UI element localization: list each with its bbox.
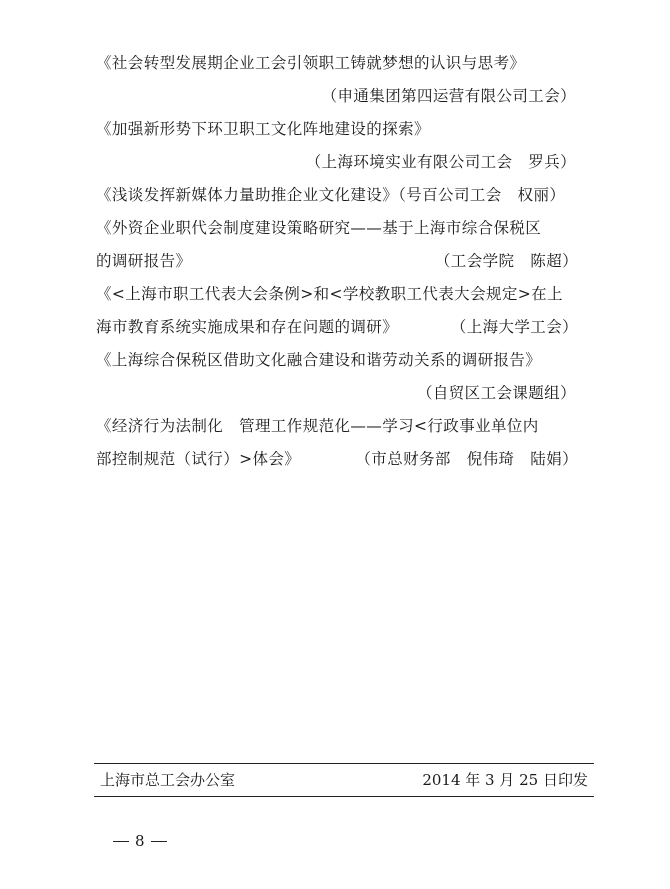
imprint-footer xyxy=(94,763,594,797)
entry-author: （自贸区工会课题组） xyxy=(416,384,576,402)
entry-line xyxy=(96,311,578,344)
page-number-value: 8 xyxy=(135,832,145,850)
entry-author: （上海环境实业有限公司工会 罗兵） xyxy=(305,153,576,171)
entry-title: 《浅谈发挥新媒体力量助推企业文化建设》（号百公司工会 权丽） xyxy=(96,186,566,204)
issuer-name: 上海市总工会办公室 xyxy=(100,771,236,789)
bottom-rule xyxy=(94,796,594,797)
entry-author: （市总财务部 倪伟琦 陆娟） xyxy=(355,450,578,468)
entry-line xyxy=(96,245,578,278)
entry-title: 《<上海市职工代表大会条例>和<学校教职工代表大会规定>在上 xyxy=(96,285,563,303)
entry-title: 《上海综合保税区借助文化融合建设和谐劳动关系的调研报告》 xyxy=(96,351,542,369)
report-list xyxy=(96,47,578,476)
entry-title: 《社会转型发展期企业工会引领职工铸就梦想的认识与思考》 xyxy=(96,54,526,72)
entry-title: 海市教育系统实施成果和存在问题的调研》 xyxy=(96,318,399,336)
entry-line xyxy=(96,443,578,476)
dash-left xyxy=(113,841,129,842)
entry-title: 《外资企业职代会制度建设策略研究——基于上海市综合保税区 xyxy=(96,219,542,237)
entry-author: （工会学院 陈超） xyxy=(434,252,578,270)
entry-title: 的调研报告》 xyxy=(96,252,192,270)
dash-right xyxy=(151,841,167,842)
entry-title: 《经济行为法制化 管理工作规范化——学习<行政事业单位内 xyxy=(96,417,539,435)
page-number xyxy=(113,830,167,852)
entry-author: （申通集团第四运营有限公司工会） xyxy=(321,87,576,105)
imprint-line xyxy=(94,764,594,796)
entry-author: （上海大学工会） xyxy=(450,318,578,336)
entry-title: 部控制规范（试行）>体会》 xyxy=(96,450,301,468)
issue-date: 2014 年 3 月 25 日印发 xyxy=(422,771,588,789)
entry-title: 《加强新形势下环卫职工文化阵地建设的探索》 xyxy=(96,120,430,138)
